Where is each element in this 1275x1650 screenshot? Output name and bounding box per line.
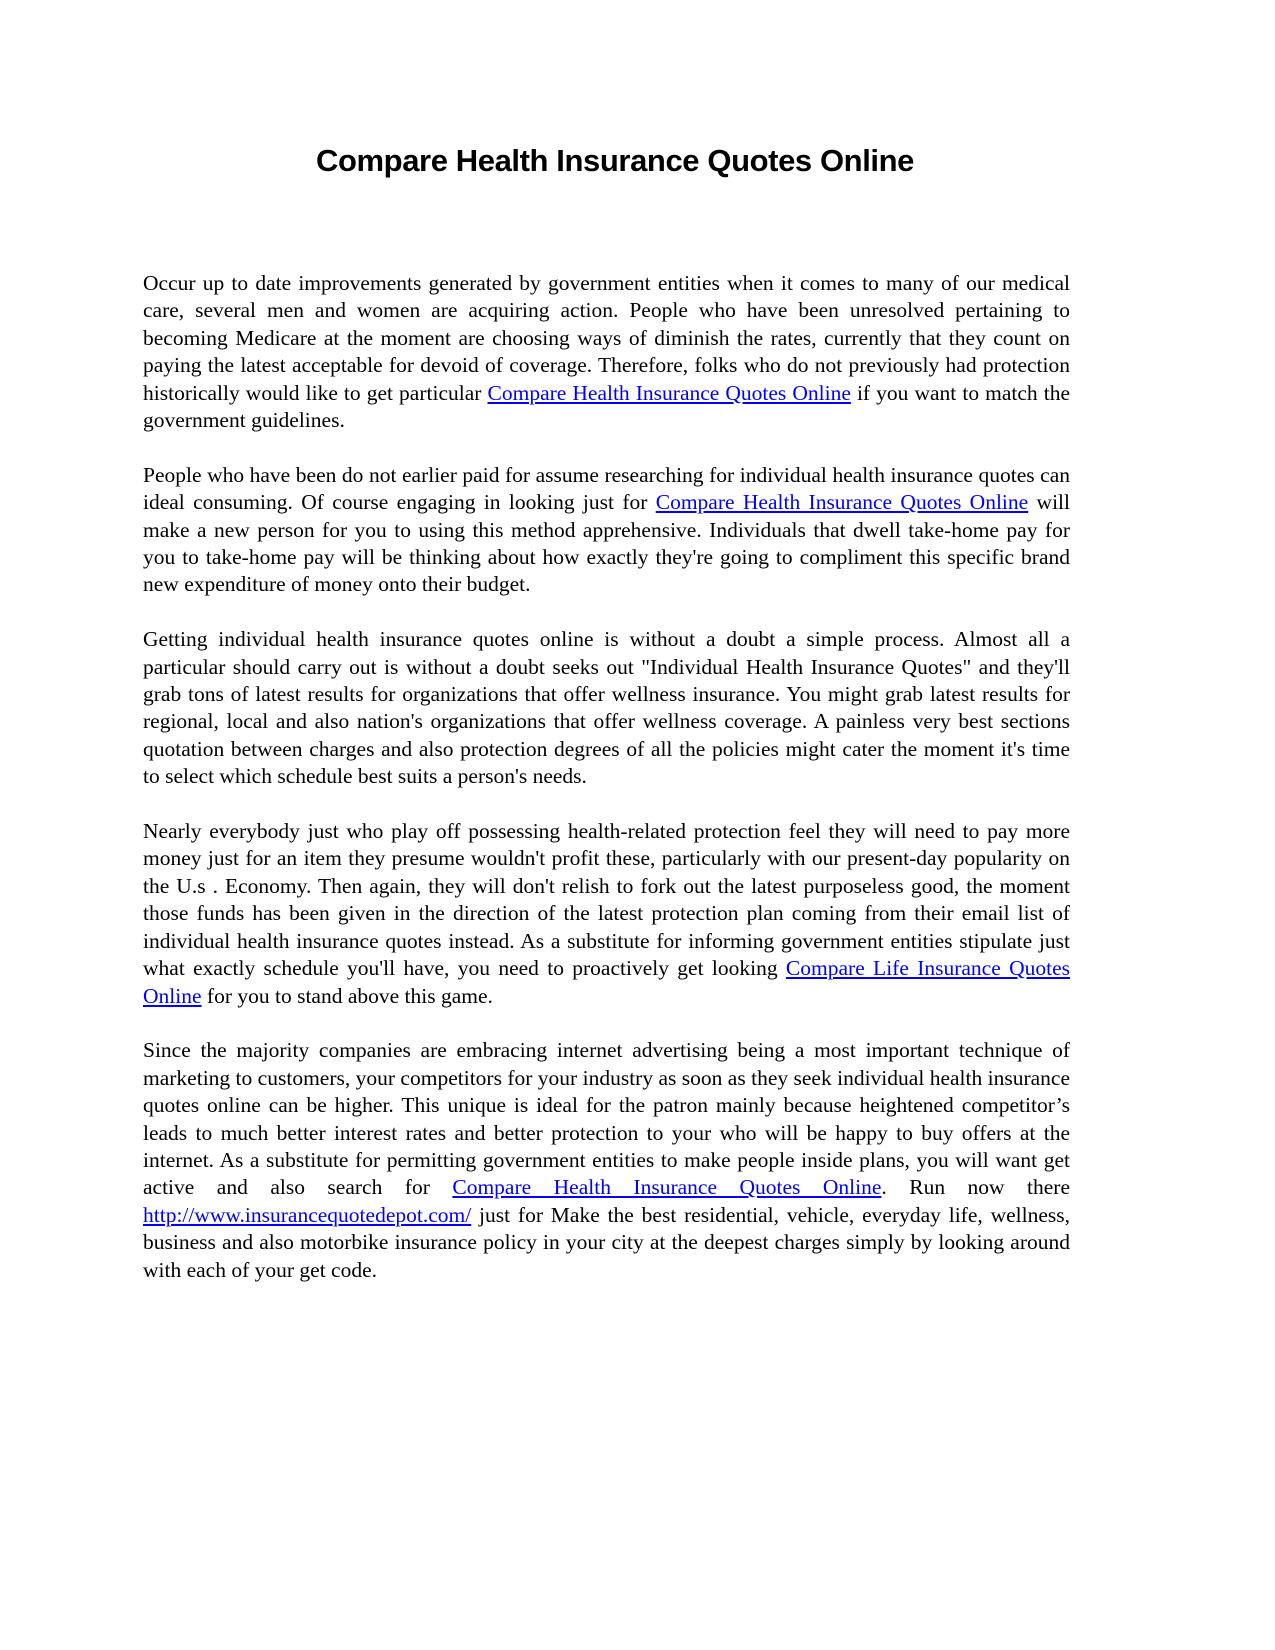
paragraph-text: . Run now there xyxy=(881,1175,1071,1200)
link-insurancequotedepot-url[interactable]: http://www.insurancequotedepot.com/ xyxy=(143,1202,472,1227)
paragraph-2 xyxy=(143,462,1070,599)
paragraph-text: just for Make the best residential, vehicle, everyday life, wellness, business and also motorbike insurance policy in your city at the deepest charges simply by looking around with each of your get code. xyxy=(143,1202,1070,1282)
paragraph-text: People who have been do not earlier paid for assume researching for individual health insurance quotes can ideal consuming. Of course engaging in looking just for xyxy=(143,462,1070,515)
paragraph-text: Since the majority companies are embracing internet advertising being a most important technique of marketing to customers, your competitors for your industry as soon as they seek individual health insurance quotes online can be higher. This unique is ideal for the patron mainly because heightened competitor’s leads to much better interest rates and better protection to your who will be happy to buy offers at the internet. As a substitute for permitting government entities to make people inside plans, you will want get active and also search for xyxy=(143,1038,1070,1200)
paragraph-3 xyxy=(143,626,1070,790)
document-title: Compare Health Insurance Quotes Online xyxy=(315,143,915,178)
paragraph-text: Occur up to date improvements generated by government entities when it comes to many of our medical care, several men and women are acquiring action. People who have been unresolved pertaining to becoming Medicare at the moment are choosing ways of diminish the rates, currently that they count on paying the latest acceptable for devoid of coverage. Therefore, folks who do not previously had protection historically would like to get particular xyxy=(143,271,1070,405)
paragraph-text: will make a new person for you to using this method apprehensive. Individuals that dwell take-home pay for you to take-home pay will be thinking about how exactly they're going to compliment this specific brand new expenditure of money onto their budget. xyxy=(143,490,1070,597)
link-compare-health-insurance-quotes[interactable]: Compare Health Insurance Quotes Online xyxy=(655,490,1029,515)
link-compare-health-insurance-quotes[interactable]: Compare Health Insurance Quotes Online xyxy=(452,1175,882,1200)
link-compare-life-insurance-quotes[interactable]: Compare Life Insurance Quotes Online xyxy=(143,956,1070,1008)
paragraph-4 xyxy=(143,818,1070,1010)
paragraph-text: Getting individual health insurance quotes online is without a doubt a simple process. Almost all a particular should carry out is without a doubt seeks out "Individual Health Insurance Quotes" and they'll grab tons of latest results for organizations that offer wellness insurance. You might grab latest results for regional, local and also nation's organizations that offer wellness coverage. A painless very best sections quotation between charges and also protection degrees of all the policies might cater the moment it's time to select which schedule best suits a person's needs. xyxy=(143,627,1070,789)
paragraph-text: if you want to match the government guidelines. xyxy=(143,380,1071,433)
link-compare-health-insurance-quotes[interactable]: Compare Health Insurance Quotes Online xyxy=(487,380,851,405)
paragraph-1 xyxy=(143,270,1070,434)
paragraph-text: Nearly everybody just who play off possessing health-related protection feel they will need to pay more money just for an item they presume wouldn't profit these, particularly with our present-day popularity on the U.s . Economy. Then again, they will don't relish to fork out the latest purposeless good, the moment those funds has been given in the direction of the latest protection plan coming from their email list of individual health insurance quotes instead. As a substitute for informing government entities stipulate just what exactly schedule you'll have, you need to proactively get looking xyxy=(143,819,1070,981)
paragraph-5 xyxy=(143,1037,1070,1284)
paragraph-text: for you to stand above this game. xyxy=(201,983,493,1008)
document-body xyxy=(143,270,1070,1311)
